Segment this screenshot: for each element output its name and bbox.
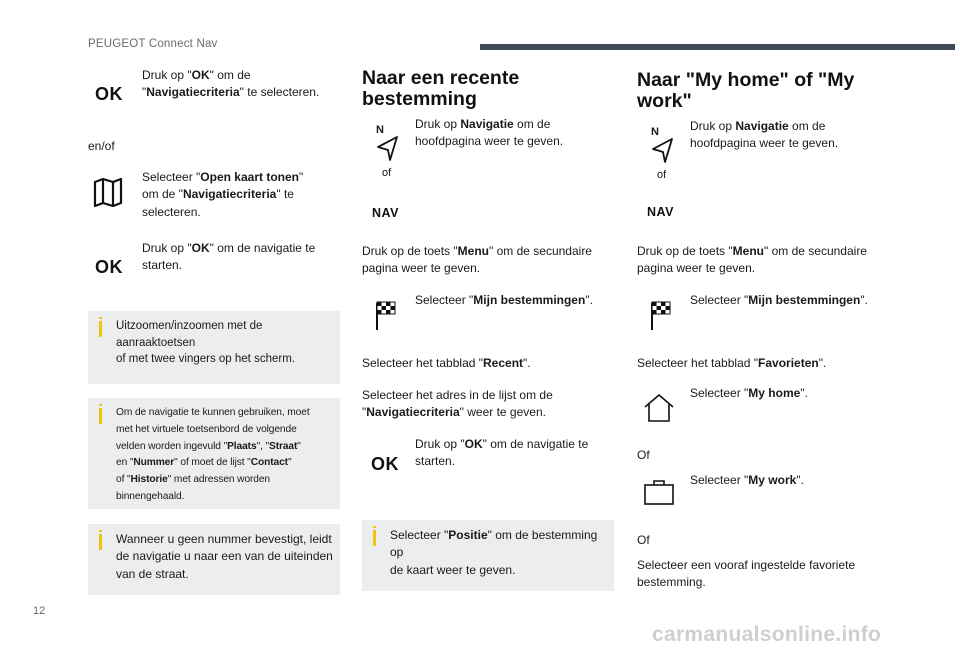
col2-step1-text: Druk op Navigatie om de hoofdpagina weer te geven. <box>415 117 564 149</box>
col3-para2: Selecteer het tabblad "Favorieten". <box>637 356 827 370</box>
col2-para1: Druk op de toets "Menu" om de secundaire pagina weer te geven. <box>362 244 592 276</box>
info-box-text: Uitzoomen/inzoomen met de aanraaktoetsen of met twee vingers op het scherm. <box>116 320 295 366</box>
finish-flag-icon <box>649 299 673 336</box>
col3-of-2: Of <box>637 533 650 547</box>
col1-step2-text: Selecteer "Open kaart tonen" om de "Navigatiecriteria" te selecteren. <box>142 170 304 219</box>
col3-step1-text: Druk op Navigatie om de hoofdpagina weer te geven. <box>690 119 839 151</box>
home-icon <box>643 393 675 428</box>
ok-icon: OK <box>95 84 123 104</box>
col2-step3-text: Druk op "OK" om de navigatie te starten. <box>415 437 589 469</box>
header-title: PEUGEOT Connect Nav <box>88 38 218 50</box>
info-marker-icon <box>99 534 102 550</box>
info-box-number <box>88 524 340 595</box>
col2-step2-text: Selecteer "Mijn bestemmingen". <box>415 293 593 307</box>
map-book-icon <box>93 177 123 212</box>
ok-icon: OK <box>95 257 123 277</box>
col1-step1-text: Druk op "OK" om de "Navigatiecriteria" te selecteren. <box>142 68 320 100</box>
info-marker-icon <box>373 530 376 546</box>
ok-icon: OK <box>371 454 399 474</box>
col3-of-1: Of <box>637 448 650 462</box>
col1-step3-text: Druk op "OK" om de navigatie te starten. <box>142 241 316 273</box>
info-box-keyboard <box>88 398 340 509</box>
section-heading-home-work: Naar "My home" of "My work" <box>637 69 855 113</box>
nav-icon: NAV <box>647 205 674 219</box>
info-box-text: Selecteer "Positie" om de bestemming op de kaart weer te geven. <box>390 528 598 577</box>
info-box-zoom <box>88 311 340 384</box>
of-label: of <box>657 169 667 181</box>
header-bar <box>480 44 955 50</box>
col1-en-of: en/of <box>88 139 115 153</box>
watermark: carmanualsonline.info <box>652 623 882 646</box>
col3-para1: Druk op de toets "Menu" om de secundaire pagina weer te geven. <box>637 244 867 276</box>
col3-step2-text: Selecteer "Mijn bestemmingen". <box>690 293 868 307</box>
nav-icon: NAV <box>372 206 399 220</box>
section-heading-recent: Naar een recente bestemming <box>362 67 520 111</box>
col3-para3: Selecteer een vooraf ingestelde favoriete bestemming. <box>637 558 856 590</box>
info-box-text: Om de navigatie te kunnen gebruiken, moet met het virtuele toetsenbord de volgende velden worden ingevuld "Plaats", "Straat" en "Nummer" of moet de lijst "Contact" of "Historie" met adressen worden binnengehaald. <box>116 407 310 503</box>
col2-para3: Selecteer het adres in de lijst om de "Navigatiecriteria" weer te geven. <box>362 388 553 420</box>
briefcase-icon <box>643 478 675 511</box>
col2-para2: Selecteer het tabblad "Recent". <box>362 356 531 370</box>
info-box-position <box>362 520 614 591</box>
info-marker-icon <box>99 408 102 424</box>
page-number: 12 <box>33 605 46 617</box>
info-box-text: Wanneer u geen nummer bevestigt, leidt de navigatie u naar een van de uiteinden van de straat. <box>116 532 333 581</box>
finish-flag-icon <box>374 299 398 336</box>
col3-step4-text: Selecteer "My work". <box>690 473 804 487</box>
info-marker-icon <box>99 321 102 337</box>
of-label: of <box>382 167 392 179</box>
col3-step3-text: Selecteer "My home". <box>690 386 808 400</box>
